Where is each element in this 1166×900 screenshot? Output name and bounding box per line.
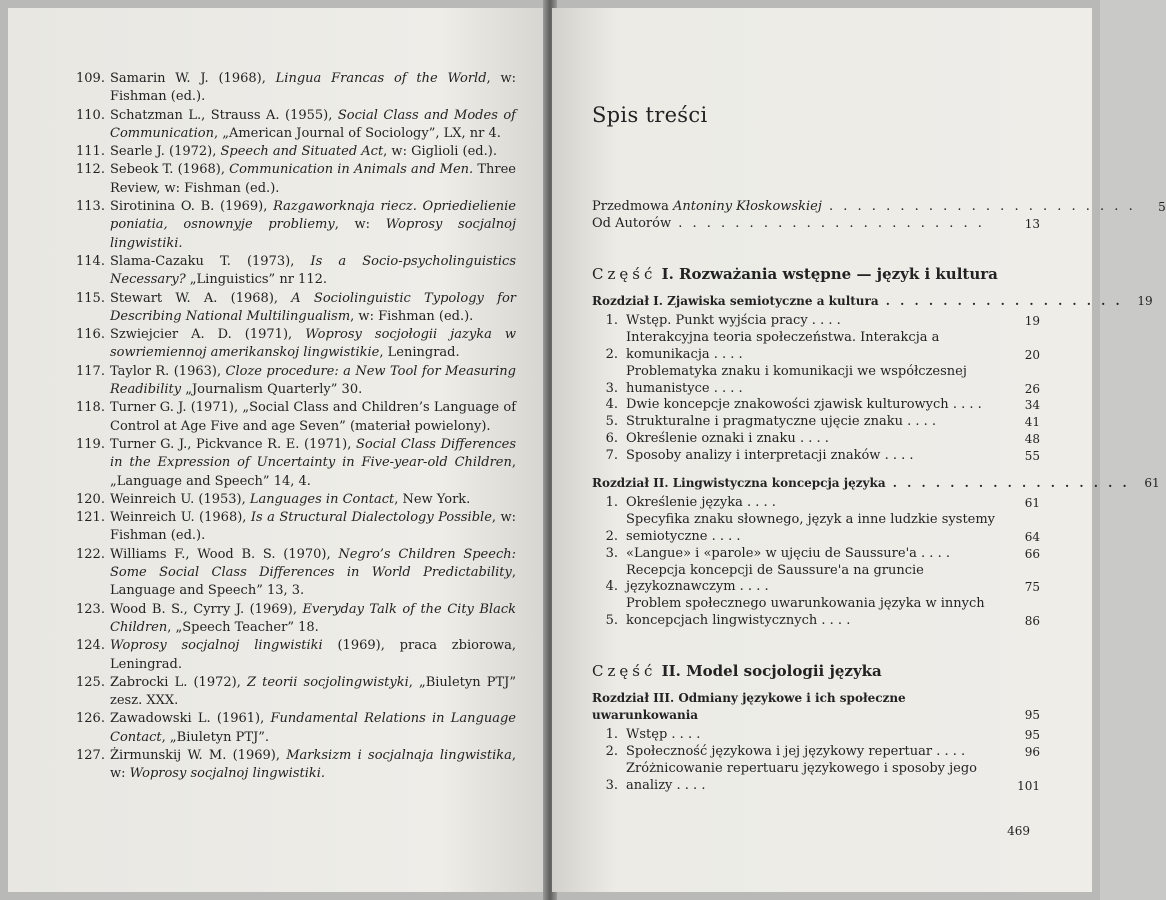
toc-front-row: Przedmowa Antoniny Kłoskowskiej . . . . . . . . . . . . . . . . . . . . . . 5 [592, 199, 1166, 214]
bibliography-entry [76, 70, 516, 107]
toc-section-row: 5. Strukturalne i pragmatyczne ujęcie znaku . . . . 41 [605, 414, 1040, 430]
bibliography-entry [76, 399, 516, 436]
bibliography-entry [76, 674, 516, 711]
entry-number: 109. [76, 71, 105, 86]
toc-section-row: 1. Wstęp. Punkt wyjścia pracy . . . . 19 [605, 313, 1040, 329]
entry-text: Żirmunskij W. M. (1969), Marksizm i socjalnaja lingwistika, w: Woprosy socjalnoj lingwistiki. [110, 747, 516, 782]
toc-section-row: 4. Dwie koncepcje znakowości zjawisk kulturowych . . . . 34 [605, 397, 1040, 413]
bibliography-entry [76, 491, 516, 509]
bibliography-entry [76, 198, 516, 253]
entry-number: 115. [76, 290, 105, 306]
bibliography-list [76, 70, 516, 784]
toc-section-row: 3. «Langue» i «parole» w ujęciu de Saussure'a . . . . 66 [605, 545, 1040, 561]
entry-number: 114. [76, 253, 105, 269]
chapter-1-row: Rozdział I. Zjawiska semiotyczne a kultura . . . . . . . . . . . . . . . . . 19 [592, 293, 1153, 308]
toc-section-row: 2. Interakcyjna teoria społeczeństwa. Interakcja a komunikacja . . . . 20 [605, 330, 1040, 362]
entry-text: Turner G. J. (1971), „Social Class and Children’s Language of Control at Age Five and age Seven” (materiał powielony). [110, 400, 516, 434]
bibliography-entry [76, 637, 516, 674]
right-page [552, 8, 1166, 892]
bibliography-entry [76, 107, 516, 144]
entry-number: 126. [76, 711, 105, 727]
entry-text: Sirotinina O. B. (1969), Razgaworknaja riecz. Opriedielienie poniatia, osnownyje probliemy, w: Woprosy socjalnoj lingwistiki. [110, 199, 516, 251]
entry-number: 124. [76, 638, 105, 654]
entry-number: 122. [76, 546, 105, 562]
bibliography-entry [76, 546, 516, 601]
entry-text: Searle J. (1972), Speech and Situated Act, w: Giglioli (ed.). [110, 144, 497, 160]
entry-text: Turner G. J., Pickvance R. E. (1971), Social Class Differences in the Expression of Uncertainty in Five-year-old Children, „Language and Speech” 14, 4. [110, 436, 516, 489]
toc-section-row: 3. Zróżnicowanie repertuaru językowego i sposoby jego analizy . . . . 101 [605, 760, 1040, 793]
entry-text: Weinreich U. (1968), Is a Structural Dialectology Possible, w: Fishman (ed.). [110, 510, 516, 544]
toc-section-row: 3. Problematyka znaku i komunikacji we współczesnej humanistyce . . . . 26 [605, 363, 1040, 396]
bibliography-entry [76, 326, 516, 363]
entry-number: 112. [76, 162, 105, 178]
entry-number: 127. [76, 747, 105, 763]
entry-number: 118. [76, 400, 105, 416]
toc-section-row: 4. Recepcja koncepcji de Saussure'a na gruncie językoznawczym . . . . 75 [605, 562, 1040, 595]
toc-section-row: 2. Specyfika znaku słownego, język a inne ludzkie systemy semiotyczne . . . . 64 [605, 512, 1040, 544]
bibliography-entry [76, 710, 516, 747]
part-1-heading: Część I. Rozważania wstępne — język i kultura [592, 264, 998, 283]
part-2-heading: Część II. Model socjologii języka [592, 661, 882, 680]
bibliography-entry [76, 253, 516, 290]
entry-number: 116. [76, 327, 105, 343]
bibliography-entry [76, 601, 516, 638]
entry-text: Schatzman L., Strauss A. (1955), Social Class and Modes of Communication, „American Journal of Sociology”, LX, nr 4. [110, 107, 516, 141]
entry-text: Samarin W. J. (1968), Lingua Francas of the World, w: Fishman (ed.). [110, 71, 516, 105]
entry-number: 125. [76, 674, 105, 690]
entry-text: Zawadowski L. (1961), Fundamental Relations in Language Contact, „Biuletyn PTJ”. [110, 711, 516, 745]
toc-section-row: 5. Problem społecznego uwarunkowania języka w innych koncepcjach lingwistycznych . . . . 86 [605, 596, 1040, 628]
toc-section-row: 7. Sposoby analizy i interpretacji znaków . . . . 55 [605, 447, 1040, 463]
bibliography-entry [76, 363, 516, 400]
toc-title: Spis treści [592, 103, 708, 127]
chapter-2-row: Rozdział II. Lingwistyczna koncepcja języka . . . . . . . . . . . . . . . . . 61 [592, 475, 1160, 490]
bibliography-entry [76, 747, 516, 784]
entry-text: Weinreich U. (1953), Languages in Contact, New York. [110, 491, 471, 507]
toc-front-row: Od Autorów . . . . . . . . . . . . . . . . . . . . . . 13 [592, 215, 1040, 231]
page-number: 469 [1007, 824, 1030, 838]
toc-section-row: 1. Określenie języka . . . . 61 [605, 495, 1040, 511]
toc-section-row: 2. Społeczność językowa i jej językowy repertuar . . . . 96 [605, 744, 1040, 760]
table-of-contents [592, 103, 1166, 795]
bibliography-entry [76, 509, 516, 546]
bibliography-entry [76, 143, 516, 161]
entry-number: 120. [76, 491, 105, 507]
entry-text: Sebeok T. (1968), Communication in Animals and Men. Three Review, w: Fishman (ed.). [110, 162, 516, 196]
entry-number: 123. [76, 601, 105, 617]
entry-text: Slama-Cazaku T. (1973), Is a Socio-psycholinguistics Necessary? „Linguistics” nr 112. [110, 253, 517, 288]
entry-text: Wood B. S., Cyrry J. (1969), Everyday Talk of the City Black Children, „Speech Teacher” 18. [110, 601, 516, 635]
entry-text: Williams F., Wood B. S. (1970), Negro’s Children Speech: Some Social Class Differences in World Predictability, Language and Speech” 13, 3. [110, 546, 516, 599]
toc-section-row: 6. Określenie oznaki i znaku . . . . 48 [605, 430, 1040, 446]
entry-text: Taylor R. (1963), Cloze procedure: a New Tool for Measuring Readibility „Journalism Quarterly” 30. [110, 363, 516, 398]
entry-number: 121. [76, 510, 105, 526]
bibliography-entry [76, 290, 516, 327]
entry-text: Szwiejcier A. D. (1971), Woprosy socjołogii jazyka w sowriemiennoj amerikanskoj lingwistikie, Leningrad. [110, 327, 516, 361]
entry-text: Zabrocki L. (1972), Z teorii socjolingwistyki, „Biuletyn PTJ” zesz. XXX. [110, 674, 516, 709]
entry-number: 117. [76, 363, 105, 379]
entry-text: Woprosy socjalnoj lingwistiki (1969), praca zbiorowa, Leningrad. [110, 638, 516, 672]
bibliography-entry [76, 436, 516, 491]
toc-section-row: 1. Wstęp . . . . 95 [605, 727, 1040, 743]
entry-number: 110. [76, 107, 105, 123]
entry-number: 113. [76, 199, 105, 215]
bibliography-entry [76, 161, 516, 198]
entry-number: 119. [76, 436, 105, 452]
entry-text: Stewart W. A. (1968), A Sociolinguistic Typology for Describing National Multilingualism, w: Fishman (ed.). [110, 290, 516, 324]
entry-number: 111. [76, 144, 105, 160]
left-page [8, 8, 548, 892]
chapter-3-row: Rozdział III. Odmiany językowe i ich społeczne uwarunkowania 95 [592, 690, 1040, 722]
